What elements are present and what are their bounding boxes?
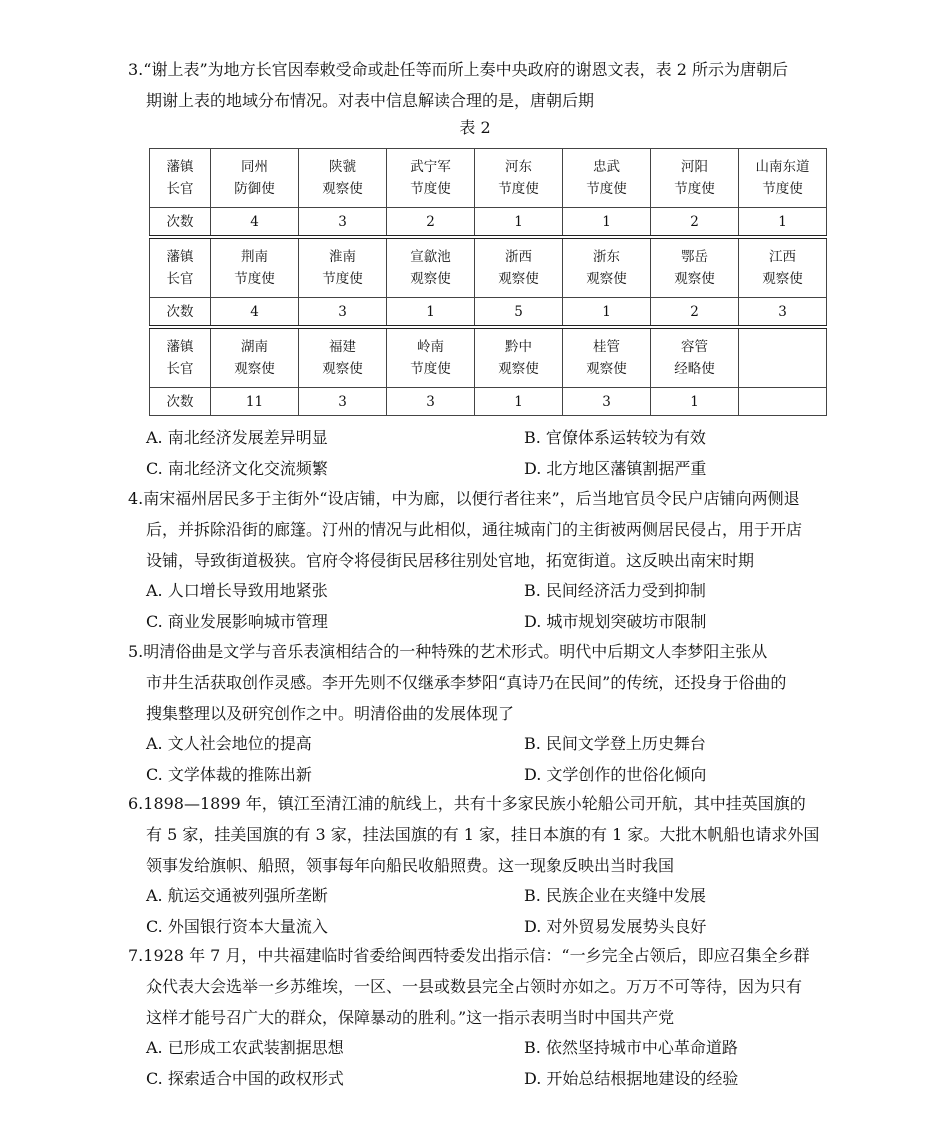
question-7-stem-line-2: 众代表大会选举一乡苏维埃，一区、一县或数县完全占领时亦如之。万万不可等待，因为只有 [146,977,803,996]
table-official-row [150,237,827,298]
count-cell: 2 [387,208,475,238]
count-cell: 1 [739,208,827,238]
option-a[interactable]: A. 已形成工农武装割据思想 [146,1038,344,1057]
question-5 [128,636,828,790]
official-cell [563,327,651,388]
option-c[interactable]: C. 外国银行资本大量流入 [146,916,328,936]
option-c[interactable]: C. 探索适合中国的政权形式 [146,1068,344,1088]
question-3-stem-line-2: 期谢上表的地域分布情况。对表中信息解读合理的是，唐朝后期 [146,91,595,110]
count-cell: 3 [299,388,387,416]
official-title: 观察使 [762,271,803,287]
official-cell [739,149,827,208]
count-cell: 1 [563,298,651,328]
official-cell [563,237,651,298]
official-place: 江西 [769,249,796,265]
official-title: 观察使 [586,271,627,287]
option-d[interactable]: D. 城市规划突破坊市限制 [524,611,707,631]
option-b[interactable]: B. 依然坚持城市中心革命道路 [524,1038,738,1057]
official-title: 观察使 [674,271,715,287]
option-d[interactable]: D. 对外贸易发展势头良好 [524,916,707,936]
official-cell [387,327,475,388]
count-cell: 11 [211,388,299,416]
official-place: 鄂岳 [681,249,708,265]
count-cell: 1 [563,208,651,238]
question-6-stem-line-1: 6.1898—1899 年，镇江至清江浦的航线上，共有十多家民族小轮船公司开航，其中挂英国旗的 [128,794,806,813]
official-title: 观察使 [322,361,363,377]
official-cell [211,327,299,388]
official-title: 节度使 [762,181,803,197]
official-place: 浙东 [593,249,620,265]
official-cell [387,237,475,298]
option-a[interactable]: A. 文人社会地位的提高 [146,734,312,753]
official-place: 淮南 [329,249,356,265]
option-d[interactable]: D. 文学创作的世俗化倾向 [524,764,707,784]
option-a[interactable]: A. 人口增长导致用地紧张 [146,581,328,600]
official-title: 节度使 [498,181,539,197]
official-place: 河阳 [681,159,708,175]
count-cell: 1 [651,388,739,416]
option-d[interactable]: D. 开始总结根据地建设的经验 [524,1068,739,1088]
count-cell: 1 [475,208,563,238]
official-cell [475,149,563,208]
row-header-bottom: 长官 [166,361,194,377]
question-3-options [128,423,828,484]
official-title: 观察使 [586,361,627,377]
count-cell: 4 [211,208,299,238]
official-title: 节度使 [410,361,451,377]
count-cell: 3 [387,388,475,416]
official-place: 武宁军 [410,159,451,175]
table-count-row [150,208,827,238]
option-a[interactable]: A. 南北经济发展差异明显 [146,428,328,447]
question-7-stem-line-3: 这样才能号召广大的群众，保障暴动的胜利。”这一指示表明当时中国共产党 [146,1008,675,1027]
question-6-stem-line-2: 有 5 家，挂美国旗的有 3 家，挂法国旗的有 1 家，挂日本旗的有 1 家。大批木帆船也请求外国 [146,825,820,844]
question-4-stem-line-1: 4.南宋福州居民多于主街外“设店铺，中为廊，以便行者往来”，后当地官员令民户店铺向两侧退 [128,489,800,508]
option-a[interactable]: A. 航运交通被列强所垄断 [146,886,328,905]
official-title: 经略使 [674,361,715,377]
table-count-row [150,388,827,416]
question-6 [128,788,828,942]
official-cell [475,327,563,388]
question-4-stem-line-2: 后，并拆除沿街的廊篷。汀州的情况与此相似，通往城南门的主街被两侧居民侵占，用于开店 [146,520,803,539]
option-c[interactable]: C. 文学体裁的推陈出新 [146,764,312,784]
table-official-row [150,327,827,388]
official-title: 观察使 [322,181,363,197]
official-title: 节度使 [674,181,715,197]
official-title: 观察使 [234,361,275,377]
official-place: 宣歙池 [410,249,451,265]
count-cell: 3 [299,208,387,238]
official-cell [739,237,827,298]
count-cell: 3 [739,298,827,328]
row-header-top: 藩镇 [166,159,194,175]
row-header [150,237,211,298]
official-title: 节度使 [234,271,275,287]
official-place: 湖南 [241,339,268,355]
count-label: 次数 [150,388,211,416]
question-5-stem-line-3: 搜集整理以及研究创作之中。明清俗曲的发展体现了 [146,704,515,723]
official-cell [299,327,387,388]
question-7-stem-line-1: 7.1928 年 7 月，中共福建临时省委给闽西特委发出指示信：“一乡完全占领后，即应召集全乡群 [128,946,810,965]
official-place: 山南东道 [755,159,810,175]
count-cell: 2 [651,208,739,238]
official-cell [387,149,475,208]
question-3-stem-line-1: 3.“谢上表”为地方长官因奉敕受命或赴任等而所上奏中央政府的谢恩文表，表 2 所示为唐朝后 [128,60,788,79]
row-header [150,149,211,208]
row-header-bottom: 长官 [166,271,194,287]
empty-cell [739,327,827,388]
option-b[interactable]: B. 官僚体系运转较为有效 [524,428,706,447]
option-b[interactable]: B. 民间文学登上历史舞台 [524,734,706,753]
option-b[interactable]: B. 民间经济活力受到抑制 [524,581,706,600]
table-2 [149,148,827,416]
table-official-row [150,149,827,208]
official-title: 防御使 [234,181,275,197]
count-cell: 3 [563,388,651,416]
official-place: 忠武 [593,159,620,175]
official-cell [211,149,299,208]
official-cell [651,327,739,388]
official-place: 荆南 [241,249,268,265]
row-header-bottom: 长官 [166,181,194,197]
option-d[interactable]: D. 北方地区藩镇割据严重 [524,458,707,478]
row-header-top: 藩镇 [166,339,194,355]
official-place: 同州 [241,159,268,175]
official-title: 观察使 [498,271,539,287]
question-4 [128,483,828,637]
official-cell [651,237,739,298]
question-5-stem-line-1: 5.明清俗曲是文学与音乐表演相结合的一种特殊的艺术形式。明代中后期文人李梦阳主张从 [128,642,768,661]
table-count-row [150,298,827,328]
question-3 [128,54,828,116]
count-cell: 1 [387,298,475,328]
count-label: 次数 [150,208,211,238]
count-cell [739,388,827,416]
official-title: 观察使 [498,361,539,377]
official-cell [475,237,563,298]
official-title: 节度使 [322,271,363,287]
option-b[interactable]: B. 民族企业在夹缝中发展 [524,886,706,905]
row-header [150,327,211,388]
official-title: 观察使 [410,271,451,287]
count-cell: 2 [651,298,739,328]
official-place: 陕虢 [329,159,356,175]
official-cell [299,237,387,298]
table-caption: 表 2 [459,118,491,137]
count-label: 次数 [150,298,211,328]
count-cell: 4 [211,298,299,328]
official-title: 节度使 [410,181,451,197]
count-cell: 3 [299,298,387,328]
option-c[interactable]: C. 商业发展影响城市管理 [146,611,328,631]
official-place: 桂管 [593,339,620,355]
official-title: 节度使 [586,181,627,197]
option-c[interactable]: C. 南北经济文化交流频繁 [146,458,328,478]
count-cell: 1 [475,388,563,416]
official-place: 福建 [329,339,356,355]
official-place: 黔中 [505,339,532,355]
official-cell [651,149,739,208]
question-7 [128,940,828,1094]
count-cell: 5 [475,298,563,328]
official-place: 浙西 [505,249,532,265]
official-cell [299,149,387,208]
official-cell [211,237,299,298]
question-6-stem-line-3: 领事发给旗帜、船照，领事每年向船民收船照费。这一现象反映出当时我国 [146,856,675,875]
official-place: 河东 [505,159,532,175]
official-place: 岭南 [417,339,444,355]
question-5-stem-line-2: 市井生活获取创作灵感。李开先则不仅继承李梦阳“真诗乃在民间”的传统，还投身于俗曲的 [146,673,787,692]
question-4-stem-line-3: 设铺，导致街道极狭。官府令将侵街民居移往别处官地，拓宽街道。这反映出南宋时期 [146,551,755,570]
official-place: 容管 [681,339,708,355]
official-cell [563,149,651,208]
row-header-top: 藩镇 [166,249,194,265]
